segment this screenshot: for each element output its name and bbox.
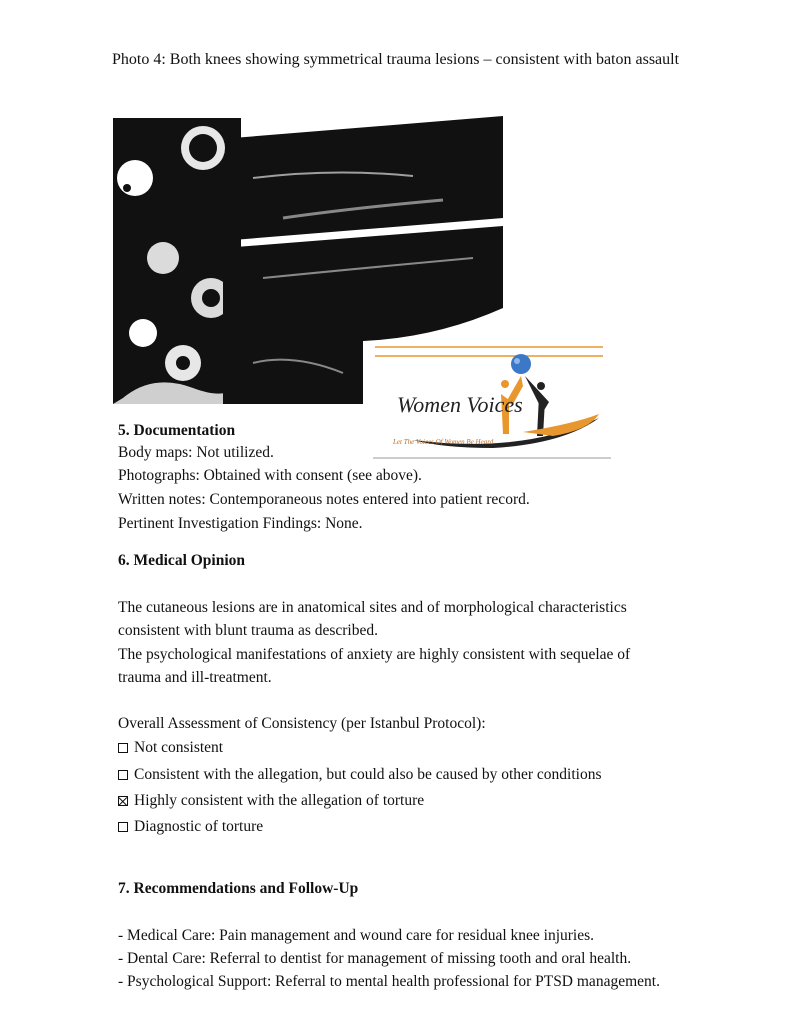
documentation-line: Pertinent Investigation Findings: None. bbox=[118, 515, 363, 532]
assessment-option bbox=[118, 791, 424, 811]
assessment-label: Overall Assessment of Consistency (per Istanbul Protocol): bbox=[118, 715, 486, 732]
option-label: Not consistent bbox=[134, 739, 224, 756]
assessment-option bbox=[118, 738, 223, 758]
opinion-text: The cutaneous lesions are in anatomical sites and of morphological characteristics bbox=[118, 599, 627, 616]
documentation-heading: 5. Documentation bbox=[118, 422, 236, 439]
logo-wordmark: Women Voices bbox=[397, 392, 523, 417]
option-label: Consistent with the allegation, but could also be caused by other conditions bbox=[134, 766, 602, 783]
option-label: Diagnostic of torture bbox=[134, 818, 264, 835]
recommendations-heading: 7. Recommendations and Follow-Up bbox=[118, 880, 359, 897]
documentation-line: Photographs: Obtained with consent (see above). bbox=[118, 467, 422, 484]
opinion-heading: 6. Medical Opinion bbox=[118, 552, 246, 569]
assessment-option bbox=[118, 817, 263, 837]
photo-caption: Photo 4: Both knees showing symmetrical trauma lesions – consistent with baton assault bbox=[112, 51, 680, 68]
documentation-line: Written notes: Contemporaneous notes entered into patient record. bbox=[118, 491, 530, 508]
option-label: Highly consistent with the allegation of torture bbox=[134, 792, 425, 809]
documentation-line: Body maps: Not utilized. bbox=[118, 444, 274, 461]
women-voices-logo bbox=[373, 344, 613, 460]
assessment-option bbox=[118, 765, 602, 785]
checkbox bbox=[118, 822, 128, 832]
women-voices-logo-graphic bbox=[373, 344, 613, 460]
opinion-text: trauma and ill-treatment. bbox=[118, 669, 272, 686]
opinion-text: consistent with blunt trauma as described. bbox=[118, 622, 378, 639]
checkbox bbox=[118, 770, 128, 780]
recommendation-item: - Psychological Support: Referral to mental health professional for PTSD management. bbox=[118, 973, 660, 990]
logo-tagline: Let The Voices Of Women Be Heard bbox=[393, 438, 494, 446]
recommendation-item: - Dental Care: Referral to dentist for management of missing tooth and oral health. bbox=[118, 950, 632, 967]
checkbox-checked bbox=[118, 796, 128, 806]
checkbox bbox=[118, 743, 128, 753]
opinion-text: The psychological manifestations of anxiety are highly consistent with sequelae of bbox=[118, 646, 631, 663]
recommendation-item: - Medical Care: Pain management and wound care for residual knee injuries. bbox=[118, 927, 595, 944]
